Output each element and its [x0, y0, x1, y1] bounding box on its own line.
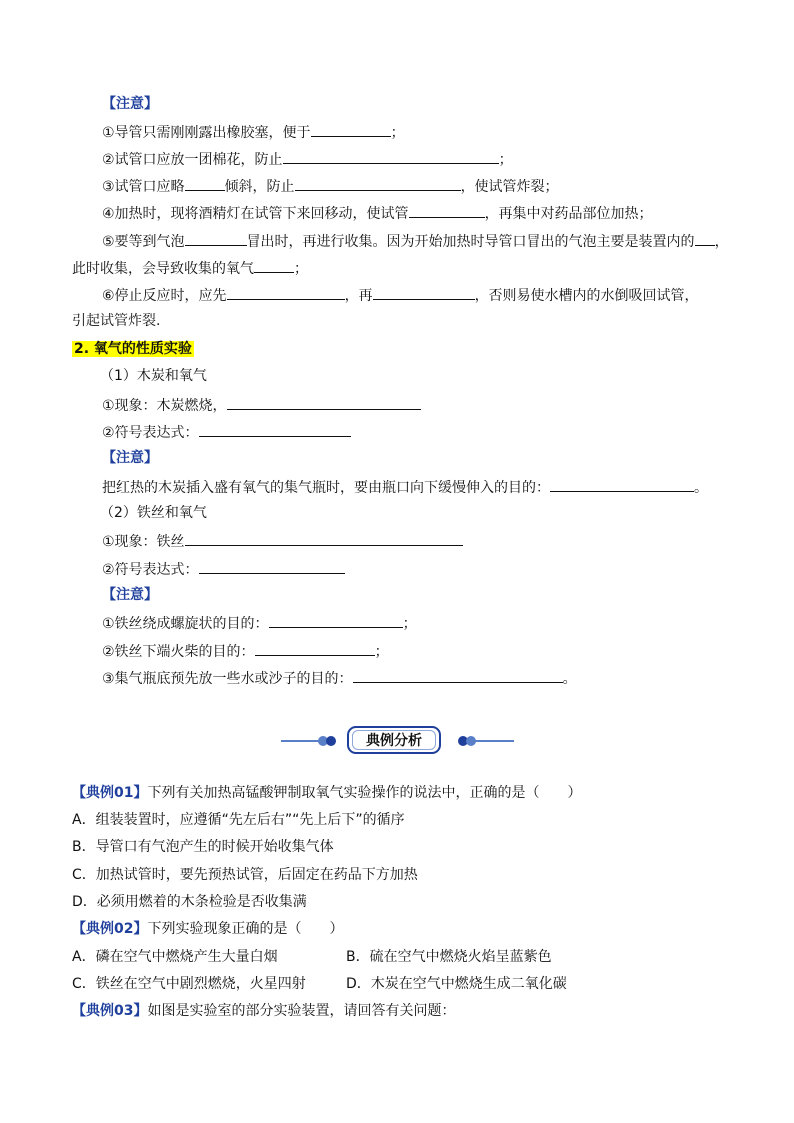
banner-line-left	[281, 740, 321, 742]
answer-blank[interactable]	[255, 640, 375, 656]
option-b[interactable]: B．导管口有气泡产生的时候开始收集气体	[72, 839, 334, 855]
note-text: 。	[562, 671, 577, 687]
example-tag: 【典例03】	[72, 1003, 148, 1019]
note-label: 【注意】	[102, 587, 158, 603]
charcoal-formula	[102, 421, 351, 441]
question-text: 下列实验现象正确的是（ ）	[147, 921, 344, 937]
note-text: 冒出时，再进行收集。因为开始加热时导管口冒出的气泡主要是装置内的	[246, 234, 695, 250]
subsection-iron: （2）铁丝和氧气	[100, 505, 207, 521]
charcoal-phenomenon	[102, 394, 421, 414]
note-text: ，	[714, 234, 729, 250]
section-title	[72, 339, 194, 359]
option-d[interactable]: D．必须用燃着的木条检验是否收集满	[72, 894, 307, 910]
note-text: ②试管口应放一团棉花，防止	[102, 152, 283, 168]
note-text: 。	[694, 480, 708, 496]
note-text: ，使试管炸裂；	[460, 179, 559, 195]
answer-blank[interactable]	[269, 612, 403, 628]
iron-note-3	[102, 667, 577, 687]
label-text: ②符号表达式：	[102, 562, 199, 578]
example-01-question	[72, 783, 581, 803]
note-item-6	[102, 284, 699, 304]
option-c[interactable]: C．铁丝在空气中剧烈燃烧，火星四射	[72, 976, 306, 992]
label-text: ①现象：铁丝	[102, 534, 185, 550]
note-text: ，否则易使水槽内的水倒吸回试管，	[474, 288, 699, 304]
label-text: ①现象：木炭燃烧，	[102, 398, 227, 414]
charcoal-note	[102, 476, 708, 496]
note-text: ②铁丝下端火柴的目的：	[102, 644, 255, 660]
answer-blank[interactable]	[295, 175, 461, 191]
note-text: 此时收集，会导致收集的氧气	[72, 261, 254, 277]
answer-blank[interactable]	[353, 667, 563, 683]
section-title-text: 2. 氧气的性质实验	[74, 341, 192, 357]
banner-line-right	[472, 740, 514, 742]
note-text: 把红热的木炭插入盛有氧气的集气瓶时，要由瓶口向下缓慢伸入的目的：	[102, 480, 550, 496]
note-item-4	[102, 202, 653, 222]
note-text: ；	[374, 644, 389, 660]
iron-formula	[102, 558, 345, 578]
iron-note-2	[102, 640, 389, 660]
option-a[interactable]: A．磷在空气中燃烧产生大量白烟	[72, 949, 278, 965]
option-c[interactable]: C．加热试管时，要先预热试管，后固定在药品下方加热	[72, 867, 418, 883]
answer-blank[interactable]	[199, 558, 345, 574]
note-text: ④加热时，现将酒精灯在试管下来回移动，使试管	[102, 206, 409, 222]
note-item-2	[102, 148, 513, 168]
option-a[interactable]: A．组装装置时，应遵循“先左后右”“先上后下”的循序	[72, 812, 405, 828]
note-item-5	[102, 230, 729, 250]
note-text: ；	[390, 125, 405, 141]
note-text: ③试管口应略	[102, 179, 185, 195]
answer-blank[interactable]	[227, 394, 421, 410]
note-item-1	[102, 121, 405, 141]
label-text: ②符号表达式：	[102, 425, 199, 441]
example-tag: 【典例01】	[72, 785, 148, 801]
answer-blank[interactable]	[373, 284, 475, 300]
note-text: ，再集中对药品部位加热；	[484, 206, 653, 222]
section-banner	[0, 724, 794, 758]
example-tag: 【典例02】	[72, 921, 148, 937]
answer-blank[interactable]	[311, 121, 391, 137]
note-text: ①铁丝绕成螺旋状的目的：	[102, 616, 269, 632]
answer-blank[interactable]	[550, 476, 694, 492]
answer-blank[interactable]	[227, 284, 345, 300]
subsection-charcoal: （1）木炭和氧气	[100, 368, 207, 384]
option-d[interactable]: D．木炭在空气中燃烧生成二氧化碳	[346, 976, 567, 992]
note-item-3	[102, 175, 559, 195]
answer-blank[interactable]	[199, 421, 351, 437]
answer-blank[interactable]	[185, 175, 225, 191]
note-text: ；	[402, 616, 417, 632]
question-text: 如图是实验室的部分实验装置，请回答有关问题：	[147, 1003, 456, 1019]
note-text: ⑥停止反应时，应先	[102, 288, 227, 304]
iron-phenomenon	[102, 530, 463, 550]
example-03-question	[72, 1001, 455, 1021]
note-text: ；	[294, 261, 308, 277]
note-text: ③集气瓶底预先放一些水或沙子的目的：	[102, 671, 353, 687]
answer-blank[interactable]	[695, 230, 715, 246]
note-text: ①导管只需刚刚露出橡胶塞，便于	[102, 125, 311, 141]
answer-blank[interactable]	[254, 257, 294, 273]
example-02-question	[72, 919, 343, 939]
answer-blank[interactable]	[185, 530, 463, 546]
answer-blank[interactable]	[409, 202, 485, 218]
note-text: ；	[498, 152, 513, 168]
banner-dot-icon	[326, 736, 336, 746]
note-label: 【注意】	[102, 96, 158, 112]
note-text: ⑤要等到气泡	[102, 234, 185, 250]
note-text: ，再	[344, 288, 373, 304]
banner-title: 典例分析	[352, 730, 436, 750]
banner-frame	[347, 726, 441, 754]
answer-blank[interactable]	[185, 230, 247, 246]
note-text: 倾斜，防止	[224, 179, 295, 195]
question-text: 下列有关加热高锰酸钾制取氧气实验操作的说法中，正确的是（ ）	[147, 785, 582, 801]
answer-blank[interactable]	[283, 148, 499, 164]
note-item-6-cont: 引起试管炸裂.	[72, 313, 161, 329]
option-b[interactable]: B．硫在空气中燃烧火焰呈蓝紫色	[346, 949, 552, 965]
note-item-5-cont	[72, 257, 308, 277]
iron-note-1	[102, 612, 417, 632]
note-label: 【注意】	[102, 450, 158, 466]
